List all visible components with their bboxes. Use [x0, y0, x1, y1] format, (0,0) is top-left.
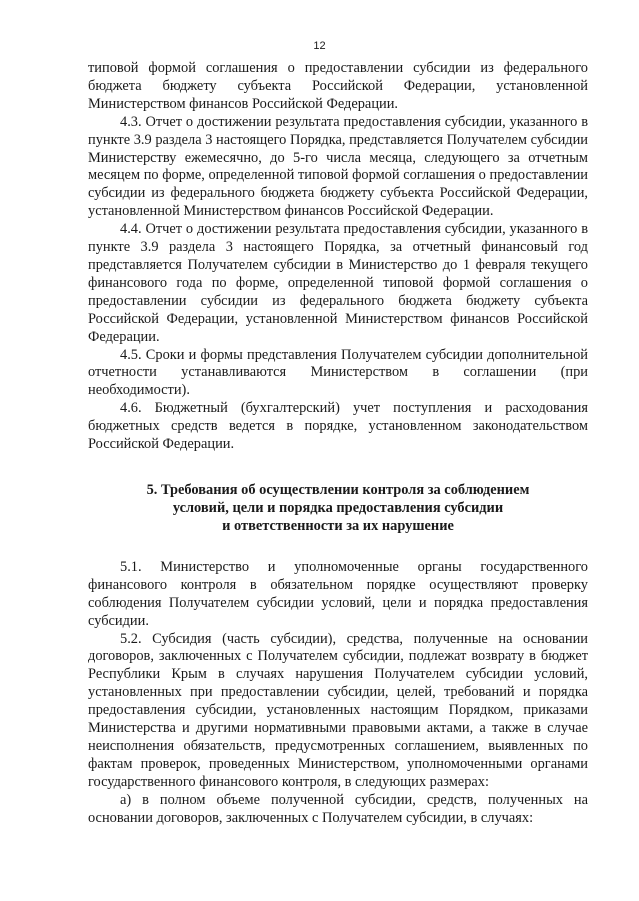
paragraph-5-2-a: а) в полном объеме полученной субсидии, средств, полученных на основании договоров, заключенных с Получателем субсидии, в случаях:: [88, 791, 588, 826]
paragraph-4-3: 4.3. Отчет о достижении результата предоставления субсидии, указанного в пункте 3.9 раздела 3 настоящего Порядка, представляется Получателем субсидии Министерству ежемесячно, до 5-го числа месяца, следующего за отчетным месяцем по форме, определенной типовой формой соглашения о предоставлении субсидии из федерального бюджета бюджету субъекта Российской Федерации, установленной Министерством финансов Российской Федерации.: [88, 113, 588, 220]
paragraph-4-5: 4.5. Сроки и формы представления Получателем субсидии дополнительной отчетности устанавливаются Министерством в соглашении (при необходимости).: [88, 346, 588, 399]
section-heading-line-3: и ответственности за их нарушение: [222, 517, 454, 534]
section-heading: [88, 481, 588, 535]
paragraph-5-2: 5.2. Субсидия (часть субсидии), средства, полученные на основании договоров, заключенных с Получателем субсидии, подлежат возврату в бюджет Республики Крым в случаях нарушения Получателем субсидии условий, установленных при предоставлении субсидии, целей, требований и порядка предоставления субсидии, установленных настоящим Порядком, приказами Министерства и другими нормативными правовыми актами, а также в случае неисполнения обязательств, предусмотренных соглашением, выявленных по фактам проверок, проведенных Министерством, уполномоченными органами государственного финансового контроля, в следующих размерах:: [88, 630, 588, 790]
document-body: [88, 60, 588, 828]
section-heading-line-2: условий, цели и порядка предоставления субсидии: [172, 499, 504, 516]
paragraph-5-1: 5.1. Министерство и уполномоченные органы государственного финансового контроля в обязательном порядке осуществляют проверку соблюдения Получателем субсидии условий, цели и порядка предоставления субсидии.: [88, 558, 588, 629]
paragraph-4-6: 4.6. Бюджетный (бухгалтерский) учет поступления и расходования бюджетных средств ведется в порядке, установленном законодательством Российской Федерации.: [88, 400, 588, 453]
section-heading-line-1: 5. Требования об осуществлении контроля за соблюдением: [146, 481, 530, 498]
paragraph-4-4: 4.4. Отчет о достижении результата предоставления субсидии, указанного в пункте 3.9 раздела 3 настоящего Порядка, за отчетный финансовый год представляется Получателем субсидии в Министерство до 1 февраля текущего финансового года по форме, определенной типовой формой соглашения о предоставлении субсидии из федерального бюджета бюджету субъекта Российской Федерации, установленной Министерством финансов Российской Федерации.: [88, 221, 588, 345]
page-number: 12: [313, 40, 326, 52]
paragraph-continuation: типовой формой соглашения о предоставлении субсидии из федерального бюджета бюджету субъекта Российской Федерации, установленной Министерством финансов Российской Федерации.: [88, 60, 588, 112]
